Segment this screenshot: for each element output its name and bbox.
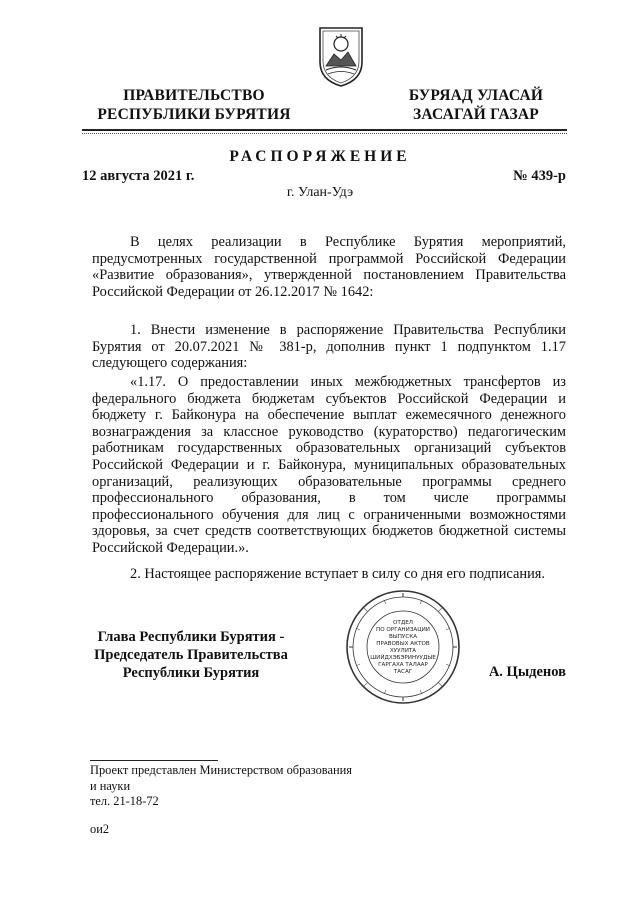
- document-city: г. Улан-Удэ: [286, 185, 354, 200]
- stamp-line1: ОТДЕЛ: [393, 620, 413, 626]
- stamp-line2: ПО ОРГАНИЗАЦИИ: [376, 627, 430, 633]
- official-stamp: [344, 588, 462, 706]
- document-date: 12 августа 2021 г.: [82, 168, 195, 184]
- paragraph-item-2: 2. Настоящее распоряжение вступает в силу со дня его подписания.: [130, 566, 545, 582]
- header-left: [84, 86, 304, 124]
- footnote-line2: и науки: [90, 778, 131, 793]
- stamp-line3: ВЫПУСКА: [388, 634, 418, 640]
- header-divider-dotted: [82, 133, 567, 134]
- stamp-line4: ПРАВОВЫХ АКТОВ: [376, 641, 430, 647]
- stamp-line6: ШИЙДХЭБЭРИНУУДЫЕ: [370, 655, 436, 661]
- coat-of-arms-icon: [316, 22, 366, 88]
- footnote-line3: тел. 21-18-72: [90, 794, 159, 808]
- paragraph-quote: «1.17. О предоставлении иных межбюджетных трансфертов из федерального бюджета бюджетам субъектов Российской Федерации и бюджету г. Байконура на обеспечение выплат ежемесячного денежного вознаграждения за классное руководство (кураторство) педагогическим работникам государственных образовательных организаций субъектов Российской Федерации и г. Байконура, муниципальных образовательных организаций, реализующих образовательные программы среднего профессионального образования, в том числе программы профессионального обучения для лиц с ограниченными возможностями здоровья, за счет средств соответствующих бюджетов бюджетной системы Российской Федерации.».: [92, 374, 566, 556]
- header-right-line1: БУРЯАД УЛАСАЙ: [408, 87, 544, 104]
- paragraph-item-1: 1. Внести изменение в распоряжение Правительства Республики Бурятия от 20.07.2021 № 381-р, дополнив пункт 1 подпунктом 1.17 следующего содержания:: [92, 322, 566, 372]
- footnote-divider: [90, 760, 218, 761]
- footnote: [90, 763, 352, 810]
- document-code: ои2: [90, 822, 110, 836]
- header-right: [396, 86, 556, 124]
- header-left-line1: ПРАВИТЕЛЬСТВО: [123, 87, 265, 104]
- stamp-line8: ТАСАГ: [393, 669, 413, 675]
- header-left-line2: РЕСПУБЛИКИ БУРЯТИЯ: [97, 106, 291, 123]
- signatory-title-line2: Председатель Правительства: [94, 647, 288, 663]
- signatory-title-line1: Глава Республики Бурятия -: [97, 629, 285, 645]
- header-divider: [82, 129, 567, 131]
- paragraph-preamble: В целях реализации в Республике Бурятия мероприятий, предусмотренных государственной программой Российской Федерации «Развитие образования», утвержденной постановлением Правительства Российской Федерации от 26.12.2017 № 1642:: [92, 234, 566, 300]
- signatory-title-line3: Республики Бурятия: [122, 665, 260, 681]
- header-right-line2: ЗАСАГАЙ ГАЗАР: [413, 106, 539, 123]
- document-title: РАСПОРЯЖЕНИЕ: [229, 148, 411, 165]
- signatory-name: А. Цыденов: [488, 664, 566, 680]
- document-number: № 439-р: [513, 168, 566, 184]
- signatory-title: [82, 628, 300, 682]
- stamp-line7: ГАРГАХА ТАЛААР: [378, 662, 428, 668]
- stamp-line5: ХУУЛИТА: [389, 648, 417, 654]
- footnote-line1: Проект представлен Министерством образования: [90, 763, 352, 777]
